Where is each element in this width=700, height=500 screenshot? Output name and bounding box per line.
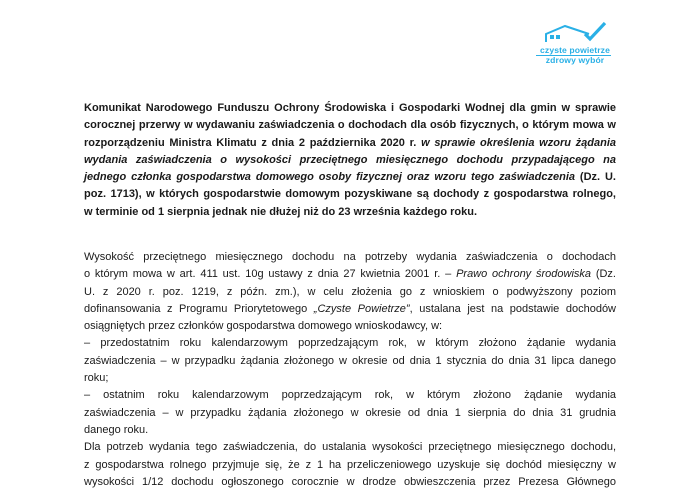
heading-line: wydania zaświadczenia o wysokości przeciętnego miesięcznego dochodu przypadającego na [84, 153, 616, 166]
body-line: o którym mowa w art. 411 ust. 10g ustawy z dnia 27 kwietnia 2001 r. – Prawo ochrony środowiska (Dz. [84, 268, 616, 281]
body-line: wysokości 1/12 dochodu ogłoszonego corocznie w drodze obwieszczenia przez Prezesa Głównego [84, 475, 616, 488]
body-line: Dla potrzeb wydania tego zaświadczenia, do ustalania wysokości przeciętnego miesięcznego dochodu, [84, 441, 616, 454]
body-line: z gospodarstwa rolnego przyjmuje się, że z 1 ha przeliczeniowego uzyskuje się dochód miesięczny w [84, 458, 616, 471]
announcement-heading [84, 100, 616, 221]
body-line: Wysokość przeciętnego miesięcznego dochodu na potrzeby wydania zaświadczenia o dochodach [84, 251, 616, 263]
heading-line: jednego członka gospodarstwa domowego osoby fizycznej oraz wzoru tego zaświadczenia (Dz. U. [84, 171, 616, 184]
body-line: osiągniętych przez członków gospodarstwa domowego wnioskodawcy, w: [84, 320, 443, 333]
body-line: – przedostatnim roku kalendarzowym poprzedzającym rok, w którym złożono żądanie wydania [84, 337, 616, 350]
heading-line: corocznej przerwy w wydawaniu zaświadczenia o dochodach dla osób fizycznych, o którym mowa w [84, 119, 616, 132]
body-line: U. z 2020 r. poz. 1219, z późn. zm.), w celu złożenia go z wnioskiem o podwyższony poziom [84, 285, 616, 298]
logo-text-line-1: czyste powietrze [540, 45, 610, 55]
body-line: zaświadczenia – w przypadku żądania złożonego w okresie od dnia 1 sierpnia do dnia 31 grudnia [84, 406, 616, 419]
announcement-body [84, 249, 616, 491]
czyste-powietrze-logo [533, 22, 617, 72]
heading-line: poz. 1713), w których gospodarstwie domowym pozyskiwane są dochody z gospodarstwa rolnego, [84, 188, 616, 201]
body-line: zaświadczenia – w przypadku żądania złożonego w okresie od dnia 1 stycznia do dnia 31 lipca danego [84, 354, 616, 367]
heading-line: w terminie od 1 sierpnia jednak nie dłużej niż do 23 września każdego roku. [84, 205, 478, 218]
body-line: danego roku. [84, 423, 149, 436]
heading-line: rozporządzeniu Ministra Klimatu z dnia 2 października 2020 r. w sprawie określenia wzoru żądania [84, 136, 617, 149]
body-line: – ostatnim roku kalendarzowym poprzedzającym rok, w którym złożono żądanie wydania [84, 389, 616, 402]
body-line: roku; [84, 372, 109, 385]
house-checkmark-icon [545, 22, 607, 44]
body-line: dofinansowania z Programu Priorytetowego „Czyste Powietrze”, ustalana jest na podstawie dochodów [84, 302, 616, 315]
heading-line: Komunikat Narodowego Funduszu Ochrony Środowiska i Gospodarki Wodnej dla gmin w sprawie [84, 102, 616, 114]
logo-text-line-2: zdrowy wybór [545, 55, 605, 65]
